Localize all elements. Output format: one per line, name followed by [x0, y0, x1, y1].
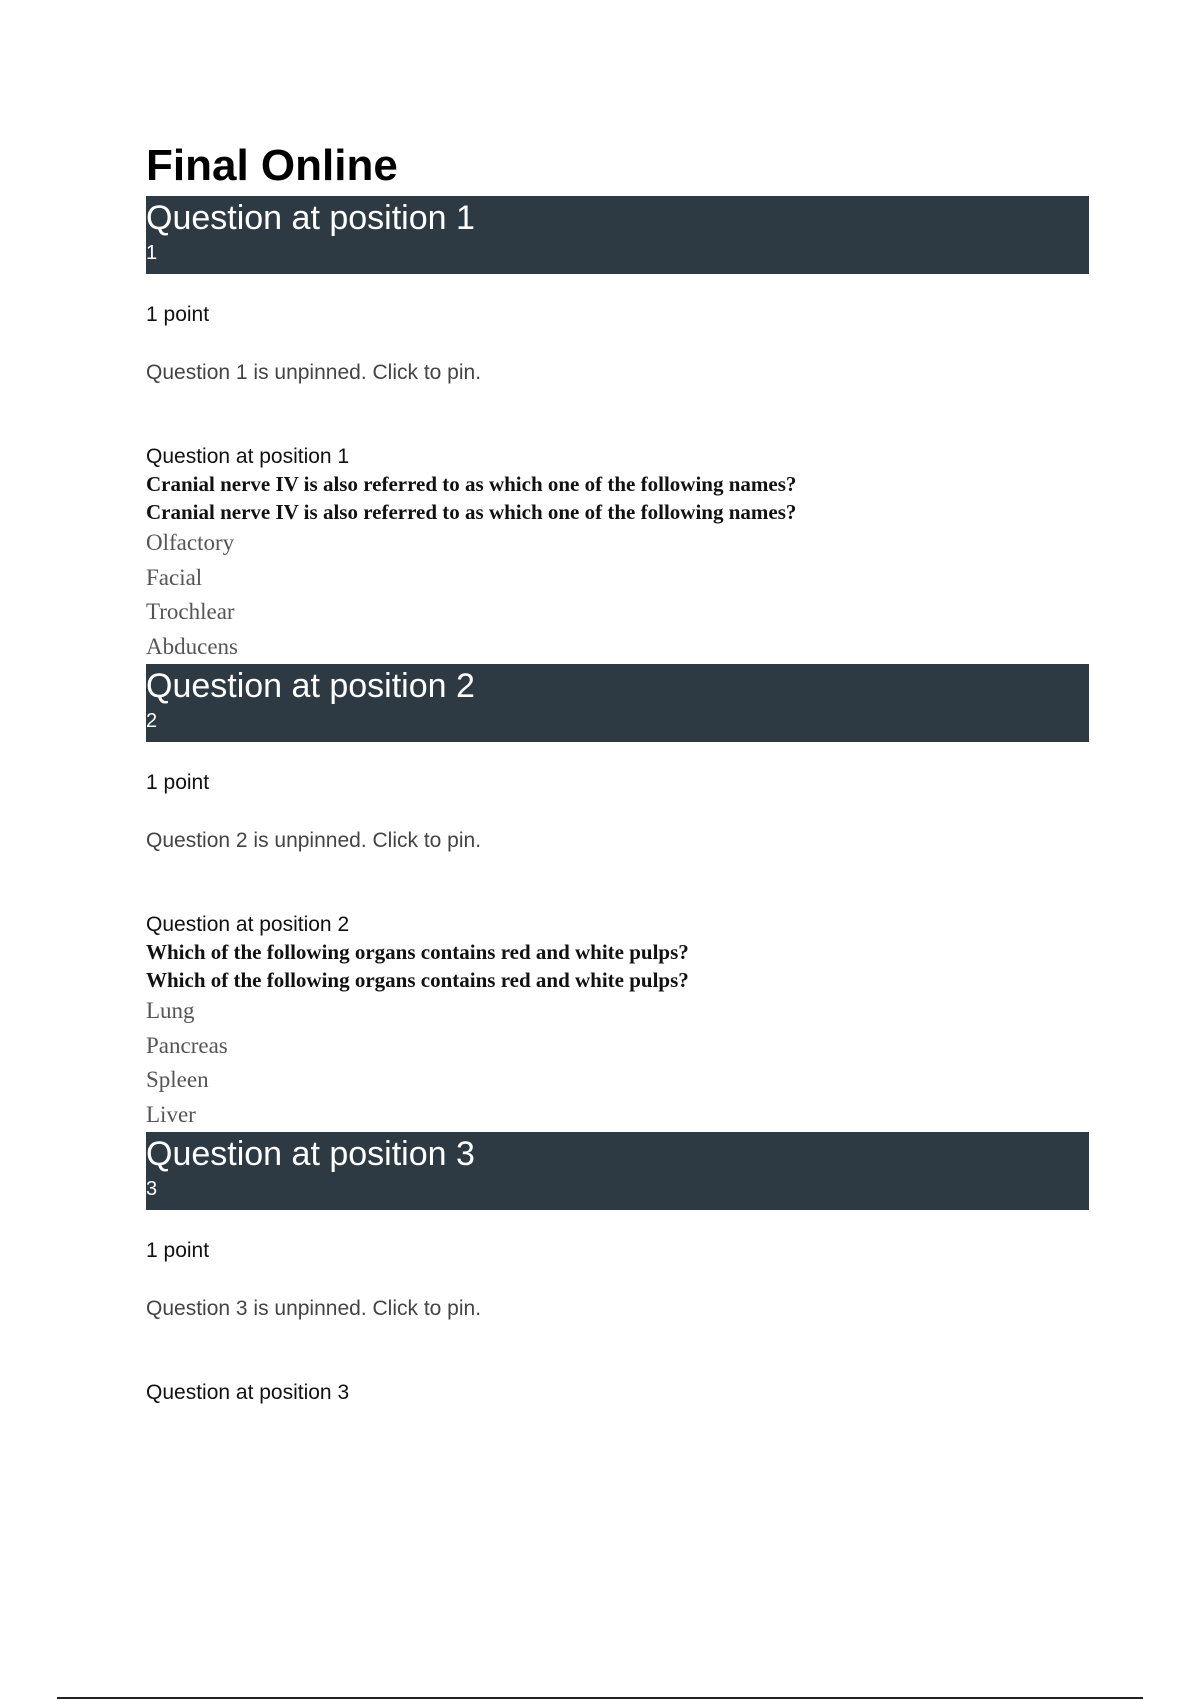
question-text: Cranial nerve IV is also referred to as which one of the following names? — [146, 472, 797, 496]
question-header — [146, 1132, 1089, 1210]
answer-option[interactable]: Lung — [146, 998, 195, 1023]
answer-option[interactable]: Spleen — [146, 1067, 209, 1092]
answer-option[interactable]: Pancreas — [146, 1032, 228, 1058]
pin-question-button[interactable]: Question 1 is unpinned. Click to pin. — [146, 361, 482, 384]
page-divider — [57, 1697, 1143, 1699]
pin-question-button[interactable]: Question 3 is unpinned. Click to pin. — [146, 1297, 482, 1320]
question-3 — [146, 1132, 1089, 1406]
question-header — [146, 664, 1089, 742]
question-label: Question at position 3 — [146, 1381, 350, 1404]
question-1 — [146, 196, 1089, 664]
question-header-title: Question at position 2 — [146, 667, 475, 705]
answer-option[interactable]: Liver — [146, 1101, 196, 1127]
question-text-repeat: Which of the following organs contains red and white pulps? — [146, 968, 689, 992]
answer-options — [146, 526, 1089, 664]
question-text-repeat: Cranial nerve IV is also referred to as which one of the following names? — [146, 500, 797, 524]
question-label: Question at position 1 — [146, 445, 350, 468]
quiz-content — [146, 140, 1089, 1406]
question-number: 1 — [146, 242, 158, 264]
question-text: Which of the following organs contains red and white pulps? — [146, 940, 689, 964]
question-number: 2 — [146, 710, 158, 732]
question-points: 1 point — [146, 1239, 210, 1262]
pin-question-button[interactable]: Question 2 is unpinned. Click to pin. — [146, 829, 482, 852]
question-label: Question at position 2 — [146, 913, 350, 936]
question-points: 1 point — [146, 303, 210, 326]
question-header-title: Question at position 3 — [146, 1135, 475, 1173]
question-header-title: Question at position 1 — [146, 199, 475, 237]
answer-option[interactable]: Olfactory — [146, 530, 235, 555]
question-number: 3 — [146, 1178, 158, 1200]
page-title: Final Online — [146, 141, 398, 190]
answer-options — [146, 994, 1089, 1132]
question-points: 1 point — [146, 771, 210, 794]
answer-option[interactable]: Abducens — [146, 633, 238, 659]
answer-option[interactable]: Facial — [146, 564, 203, 590]
question-2 — [146, 664, 1089, 1132]
question-header — [146, 196, 1089, 274]
answer-option[interactable]: Trochlear — [146, 599, 235, 624]
